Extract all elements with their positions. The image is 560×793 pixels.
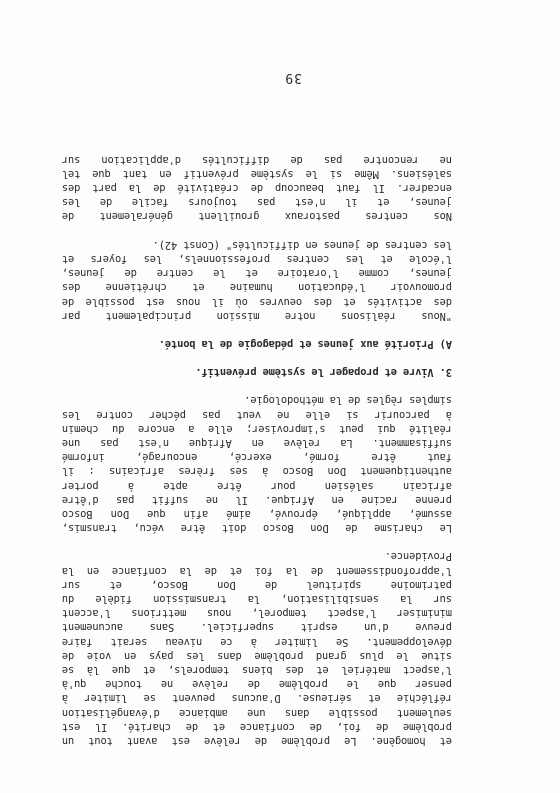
- text-line: assumé, appliqué, éprouvé, aimé afin que Don Bosco: [62, 507, 452, 520]
- text-line: minimiser l'aspect temporel, nous mettrions l'accent: [62, 607, 452, 620]
- text-line: faut être formé, exercé, encouragé, informé: [62, 451, 452, 464]
- text-line: l'école et les centres professionnels, les foyers et: [62, 252, 452, 265]
- text-line: simples règles de la méthodologie.: [244, 394, 452, 407]
- text-line: authentiquement Don Bosco à ses frères africains : il: [62, 465, 452, 478]
- text-line: encadrer. Il faut beaucoup de créativité de la part des: [62, 182, 452, 195]
- text-line: problème de foi, de confiance et de charité. Il est: [62, 720, 452, 733]
- text-line: situe le plus grand problème dans les pays en voie de: [62, 649, 452, 662]
- text-line: promouvoir l'éducation humaine et chrétienne des: [62, 281, 452, 294]
- text-line: réfléchie et sérieuse. D'aucuns peuvent se limiter à: [62, 692, 452, 705]
- text-line: des activités et des oeuvres où il nous est possible de: [62, 295, 452, 308]
- document-body: [62, 138, 452, 748]
- text-line: salésiens. Même si le système préventif en tant que tel: [62, 167, 452, 180]
- page-number: 39: [284, 70, 302, 85]
- text-line: Providence.: [384, 550, 452, 563]
- paragraph-releve: [62, 549, 452, 748]
- text-line: l'aspect matériel et des biens temporels, et que là se: [62, 663, 452, 676]
- text-line: sur la sensibilisation, la transmission fidèle du: [62, 592, 452, 605]
- quote-paragraph: [62, 238, 452, 323]
- text-line: africain salésien pour être apte à porter: [62, 479, 452, 492]
- paragraph-charisme: [62, 393, 452, 535]
- text-line: "Nous réalisons notre mission principalement par: [62, 309, 452, 322]
- text-line: preuve d'un esprit superficiel. Sans aucunement: [62, 621, 452, 634]
- closing-paragraph: [62, 152, 452, 223]
- text-line: à parcourir si elle ne veut pas pécher contre les: [62, 408, 452, 421]
- text-line: et homogène. Le problème de relève est avant tout un: [62, 735, 452, 747]
- text-line: prenne racine en Afrique. Il ne suffit pas d'être: [62, 493, 452, 506]
- text-line: patrimoine spirituel de Don Bosco, et sur: [62, 578, 452, 591]
- text-line: jeunes, et il n'est pas toujours facile de les: [62, 196, 452, 209]
- text-line: réalité qui peut s'improviser; elle a encore du chemin: [62, 422, 452, 435]
- section-heading: 3. Vivre et propager le système préventif.: [195, 366, 452, 379]
- text-line: ne rencontre pas de difficultés d'application sur: [62, 153, 452, 166]
- text-line: l'approfondissement de la foi et de la confiance en la: [62, 564, 452, 577]
- subheading: A) Priorité aux jeunes et pédagogie de la bonté.: [158, 337, 452, 350]
- text-line: les centres de jeunes en difficultés" (Const 42).: [152, 238, 452, 251]
- text-line: penser que le problème de relève ne touche qu'à: [62, 678, 452, 691]
- text-line: Le charisme de Don Bosco doit être vécu, transmis,: [62, 522, 452, 535]
- text-line: suffisamment. La relève en Afrique n'est pas une: [62, 436, 452, 449]
- text-line: seulement possible dans une ambiance d'évangélisation: [62, 706, 452, 719]
- text-line: développement. Se limiter à ce niveau serait faire: [62, 635, 452, 648]
- text-line: jeunes, comme l'oratoire et le centre de jeunes,: [62, 267, 452, 280]
- text-line: Nos centres pastoraux grouillent généralement de: [62, 210, 452, 223]
